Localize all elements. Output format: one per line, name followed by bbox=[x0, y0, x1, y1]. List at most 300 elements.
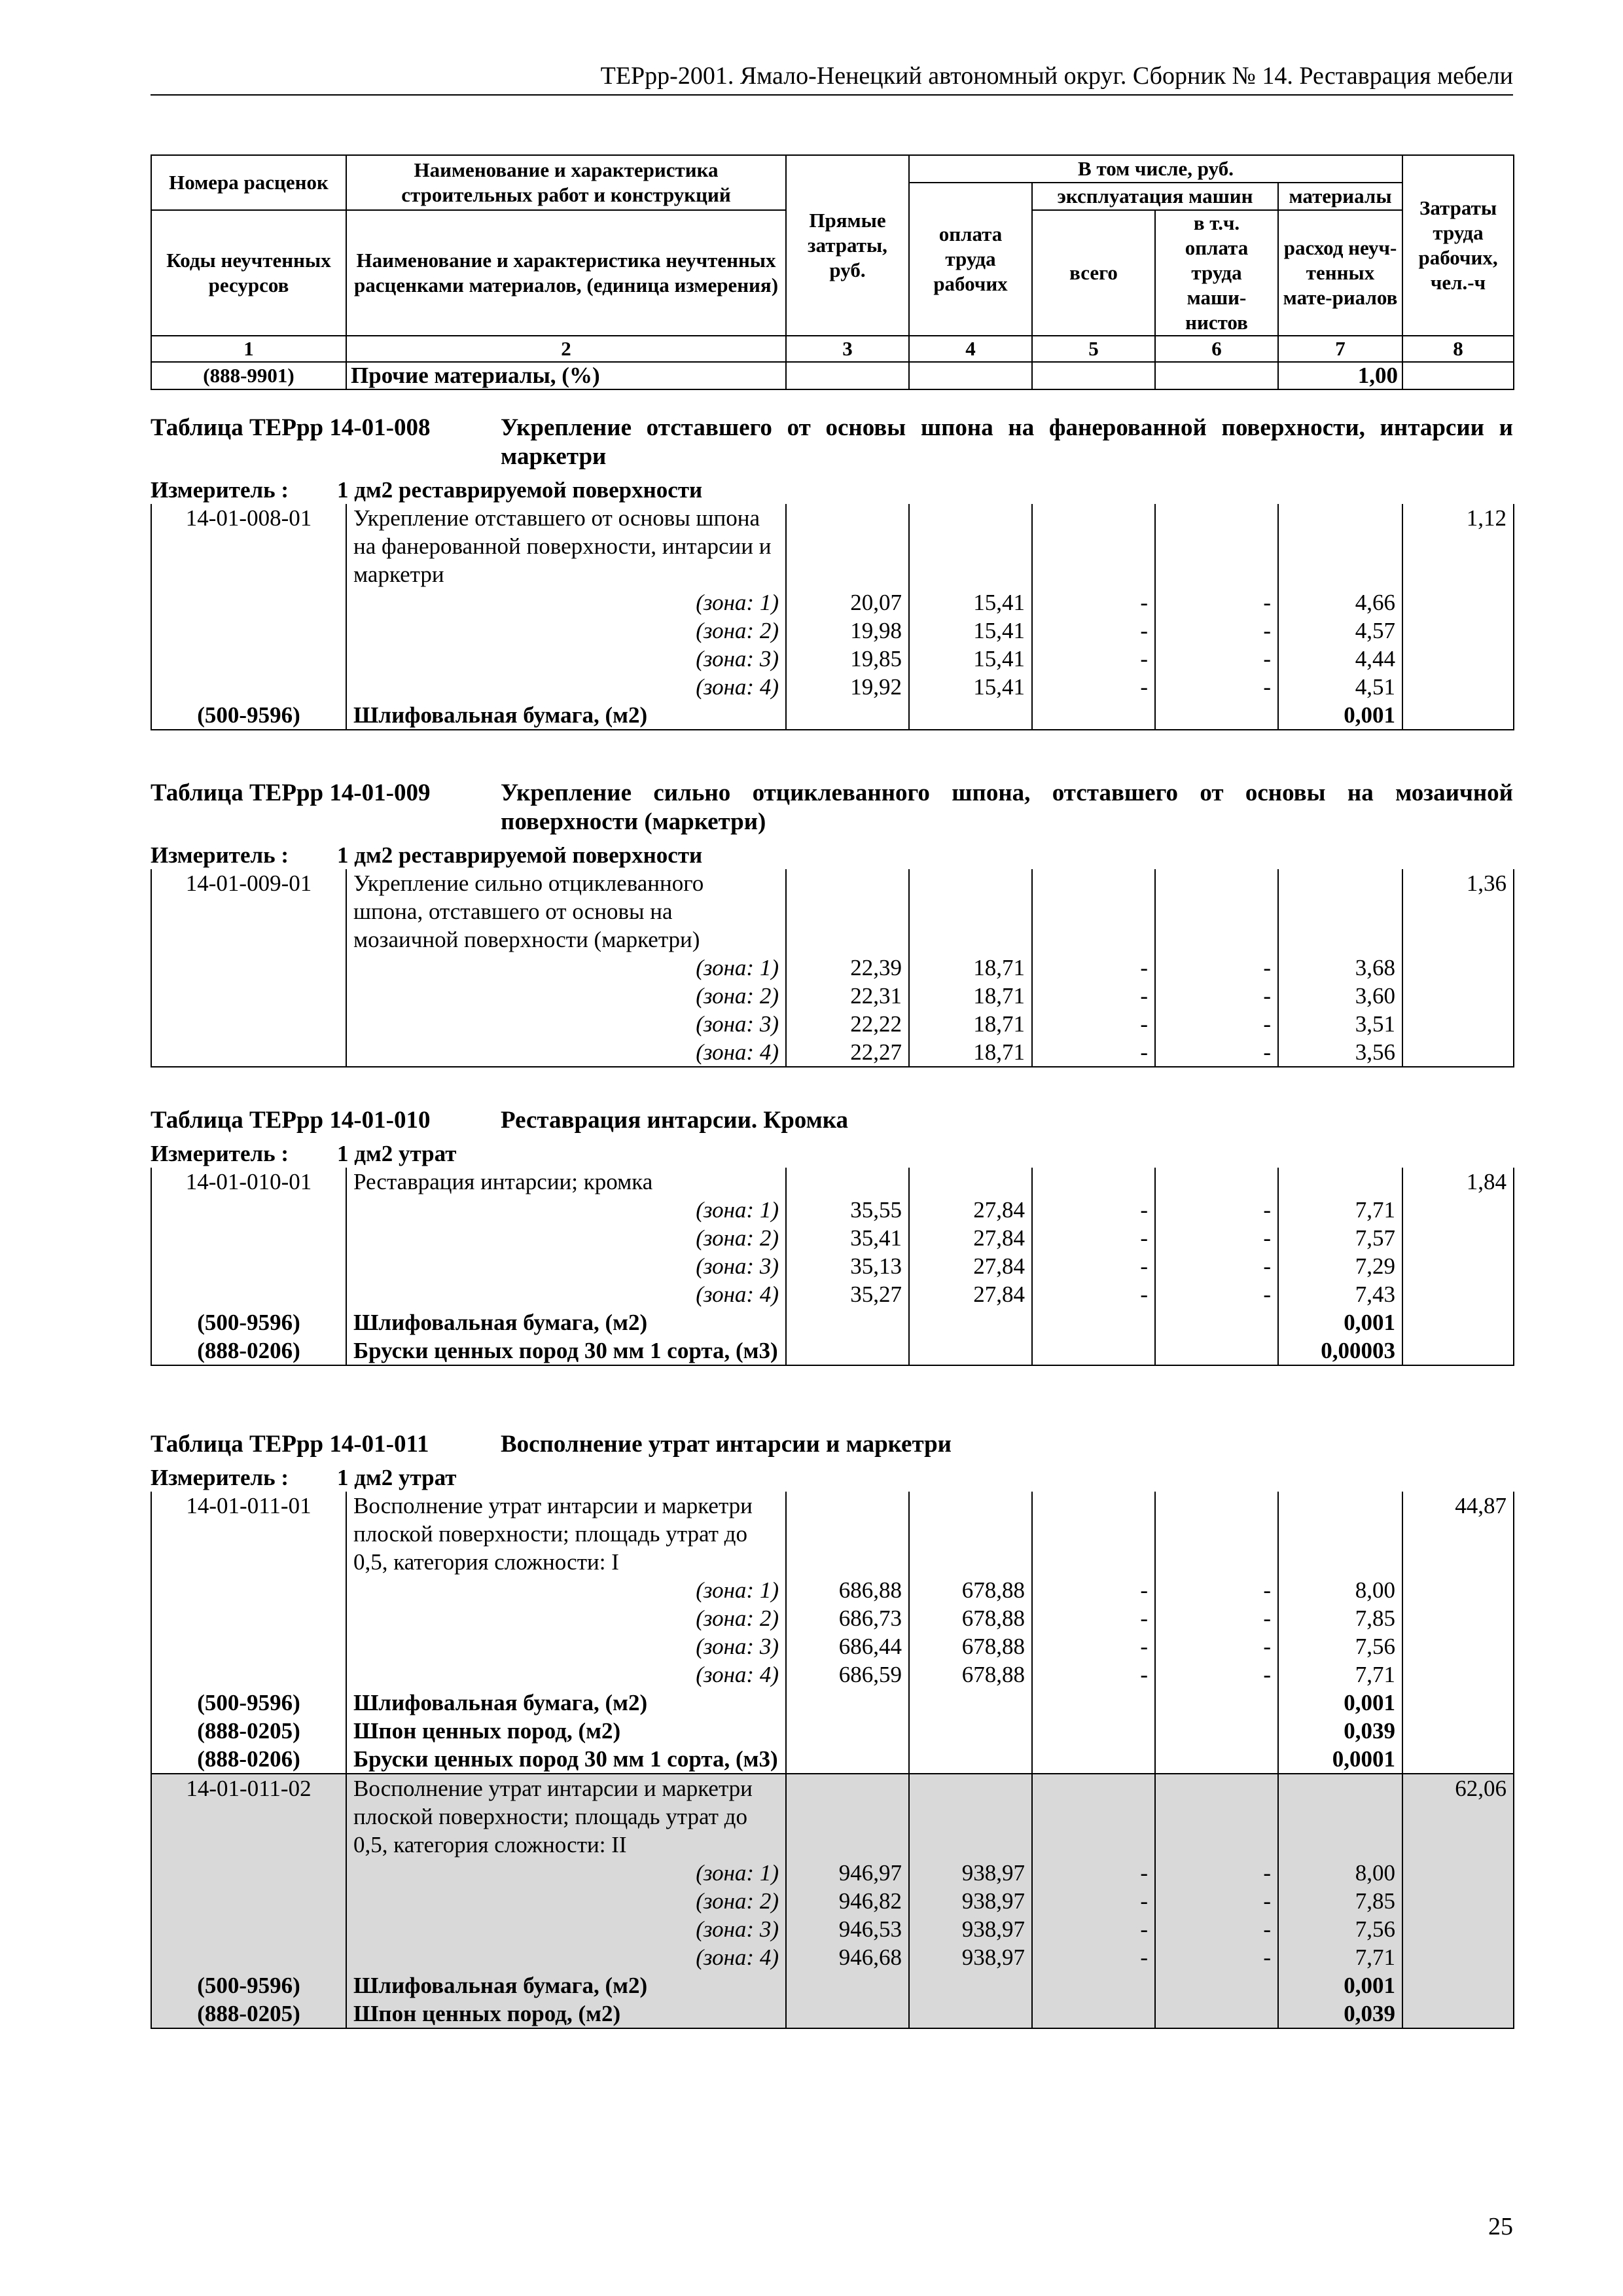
worker-pay: 15,41 bbox=[909, 588, 1032, 617]
rate-table bbox=[151, 1168, 1514, 1366]
header-machinist-pay: в т.ч. оплата труда маши-нистов bbox=[1155, 210, 1278, 336]
zone-label: (зона: 4) bbox=[346, 1660, 786, 1689]
empty-cell bbox=[151, 1196, 346, 1224]
rate-description: Реставрация интарсии; кромка bbox=[346, 1168, 786, 1196]
machine-total: - bbox=[1032, 1604, 1155, 1632]
empty-cell bbox=[151, 617, 346, 645]
empty-cell bbox=[151, 1252, 346, 1280]
header-material-name: Наименование и характеристика неучтенных расценками материалов, (единица измерения) bbox=[346, 210, 786, 336]
empty-cell bbox=[1278, 1492, 1402, 1576]
empty-cell bbox=[1032, 1717, 1155, 1745]
machinist-pay: - bbox=[1155, 954, 1278, 982]
other-materials-value: 1,00 bbox=[1278, 362, 1402, 389]
zone-row bbox=[151, 1038, 1514, 1067]
machinist-pay: - bbox=[1155, 982, 1278, 1010]
empty-cell bbox=[151, 1604, 346, 1632]
zone-label: (зона: 4) bbox=[346, 673, 786, 701]
machine-total: - bbox=[1032, 645, 1155, 673]
direct-costs: 35,13 bbox=[786, 1252, 909, 1280]
empty-cell bbox=[1402, 1308, 1514, 1336]
measure-label: Измеритель : bbox=[151, 842, 289, 868]
zone-label: (зона: 2) bbox=[346, 1224, 786, 1252]
page-header bbox=[151, 60, 1513, 96]
worker-pay: 938,97 bbox=[909, 1915, 1032, 1943]
worker-pay: 678,88 bbox=[909, 1576, 1032, 1604]
col-number: 3 bbox=[786, 336, 909, 362]
labor-costs: 44,87 bbox=[1402, 1492, 1514, 1576]
measure-unit: 1 дм2 реставрируемой поверхности bbox=[337, 477, 703, 503]
empty-cell bbox=[1155, 1308, 1278, 1336]
empty-cell bbox=[1032, 1308, 1155, 1336]
resource-code: (500-9596) bbox=[151, 1308, 346, 1336]
resource-consumption: 0,039 bbox=[1278, 1717, 1402, 1745]
resource-name: Шпон ценных пород, (м2) bbox=[346, 1717, 786, 1745]
zone-row bbox=[151, 645, 1514, 673]
empty-cell bbox=[1402, 1252, 1514, 1280]
machinist-pay: - bbox=[1155, 1887, 1278, 1915]
empty-cell bbox=[1032, 2000, 1155, 2028]
empty-cell bbox=[151, 1224, 346, 1252]
col-number: 1 bbox=[151, 336, 346, 362]
empty-cell bbox=[1032, 504, 1155, 588]
direct-costs: 946,82 bbox=[786, 1887, 909, 1915]
materials-cost: 7,29 bbox=[1278, 1252, 1402, 1280]
zone-label: (зона: 3) bbox=[346, 1632, 786, 1660]
zone-label: (зона: 4) bbox=[346, 1280, 786, 1308]
materials-cost: 7,56 bbox=[1278, 1632, 1402, 1660]
header-resource-codes: Коды неучтенных ресурсов bbox=[151, 210, 346, 336]
machinist-pay: - bbox=[1155, 1280, 1278, 1308]
table-label: Таблица ТЕРрр 14-01-008 bbox=[151, 414, 431, 441]
resource-consumption: 0,001 bbox=[1278, 1971, 1402, 2000]
machinist-pay: - bbox=[1155, 673, 1278, 701]
empty-cell bbox=[1402, 1971, 1514, 2000]
empty-cell bbox=[786, 701, 909, 730]
resource-name: Бруски ценных пород 30 мм 1 сорта, (м3) bbox=[346, 1336, 786, 1365]
machinist-pay: - bbox=[1155, 1859, 1278, 1887]
rate-table bbox=[151, 504, 1514, 730]
machinist-pay: - bbox=[1155, 1196, 1278, 1224]
section-title bbox=[151, 779, 1513, 836]
col-number: 5 bbox=[1032, 336, 1155, 362]
resource-consumption: 0,001 bbox=[1278, 1689, 1402, 1717]
empty-cell bbox=[1402, 1038, 1514, 1067]
resource-row bbox=[151, 1308, 1514, 1336]
empty-cell bbox=[1402, 1660, 1514, 1689]
empty-cell bbox=[151, 1632, 346, 1660]
rate-description: Укрепление сильно отциклеванного шпона, отставшего от основы на мозаичной поверхности (маркетри) bbox=[346, 869, 786, 954]
rate-row bbox=[151, 1168, 1514, 1196]
machinist-pay: - bbox=[1155, 1576, 1278, 1604]
table-label: Таблица ТЕРрр 14-01-010 bbox=[151, 1107, 431, 1134]
worker-pay: 938,97 bbox=[909, 1943, 1032, 1971]
empty-cell bbox=[151, 1660, 346, 1689]
resource-name: Шлифовальная бумага, (м2) bbox=[346, 701, 786, 730]
empty-cell bbox=[1032, 701, 1155, 730]
empty-cell bbox=[151, 1010, 346, 1038]
empty-cell bbox=[1155, 1745, 1278, 1774]
resource-code: (500-9596) bbox=[151, 1971, 346, 2000]
direct-costs: 686,59 bbox=[786, 1660, 909, 1689]
direct-costs: 946,97 bbox=[786, 1859, 909, 1887]
machine-total: - bbox=[1032, 1280, 1155, 1308]
empty-cell bbox=[1032, 1774, 1155, 1859]
machinist-pay: - bbox=[1155, 1604, 1278, 1632]
machine-total: - bbox=[1032, 588, 1155, 617]
empty-cell bbox=[1155, 1689, 1278, 1717]
empty-cell bbox=[151, 982, 346, 1010]
header-direct-costs: Прямые затраты, руб. bbox=[786, 155, 909, 336]
empty-cell bbox=[1402, 1010, 1514, 1038]
direct-costs: 22,27 bbox=[786, 1038, 909, 1067]
rate-code: 14-01-010-01 bbox=[151, 1168, 346, 1196]
empty-cell bbox=[1402, 1576, 1514, 1604]
rate-row bbox=[151, 869, 1514, 954]
empty-cell bbox=[1032, 1336, 1155, 1365]
worker-pay: 27,84 bbox=[909, 1224, 1032, 1252]
measure-unit: 1 дм2 утрат bbox=[337, 1465, 457, 1490]
empty-cell bbox=[1278, 1774, 1402, 1859]
zone-row bbox=[151, 1224, 1514, 1252]
empty-cell bbox=[786, 1717, 909, 1745]
machine-total: - bbox=[1032, 673, 1155, 701]
resource-code: (500-9596) bbox=[151, 1689, 346, 1717]
direct-costs: 35,27 bbox=[786, 1280, 909, 1308]
resource-code: (888-0206) bbox=[151, 1336, 346, 1365]
empty-cell bbox=[1032, 1971, 1155, 2000]
materials-cost: 4,51 bbox=[1278, 673, 1402, 701]
materials-cost: 7,71 bbox=[1278, 1196, 1402, 1224]
empty-cell bbox=[1402, 588, 1514, 617]
empty-cell bbox=[786, 504, 909, 588]
worker-pay: 18,71 bbox=[909, 1010, 1032, 1038]
worker-pay: 18,71 bbox=[909, 954, 1032, 982]
direct-costs: 686,44 bbox=[786, 1632, 909, 1660]
empty-cell bbox=[1155, 869, 1278, 954]
header-unaccounted-materials: расход неуч-тенных мате-риалов bbox=[1278, 210, 1402, 336]
empty-cell bbox=[151, 1280, 346, 1308]
empty-cell bbox=[1278, 1168, 1402, 1196]
labor-costs: 62,06 bbox=[1402, 1774, 1514, 1859]
zone-row bbox=[151, 1660, 1514, 1689]
machine-total: - bbox=[1032, 1576, 1155, 1604]
direct-costs: 19,85 bbox=[786, 645, 909, 673]
empty-cell bbox=[786, 1745, 909, 1774]
measure-label: Измеритель : bbox=[151, 477, 289, 503]
empty-cell bbox=[151, 1038, 346, 1067]
machinist-pay: - bbox=[1155, 1010, 1278, 1038]
resource-row bbox=[151, 1745, 1514, 1774]
materials-cost: 3,68 bbox=[1278, 954, 1402, 982]
machinist-pay: - bbox=[1155, 1632, 1278, 1660]
empty-cell bbox=[1402, 645, 1514, 673]
empty-cell bbox=[1402, 1689, 1514, 1717]
empty-cell bbox=[1155, 1774, 1278, 1859]
empty-cell bbox=[151, 588, 346, 617]
machinist-pay: - bbox=[1155, 1915, 1278, 1943]
zone-row bbox=[151, 1943, 1514, 1971]
empty-cell bbox=[786, 1492, 909, 1576]
zone-label: (зона: 2) bbox=[346, 617, 786, 645]
resource-row bbox=[151, 1971, 1514, 2000]
table-title: Реставрация интарсии. Кромка bbox=[501, 1107, 849, 1134]
empty-cell bbox=[1402, 1717, 1514, 1745]
resource-consumption: 0,001 bbox=[1278, 1308, 1402, 1336]
machine-total: - bbox=[1032, 982, 1155, 1010]
materials-cost: 3,60 bbox=[1278, 982, 1402, 1010]
machinist-pay: - bbox=[1155, 1038, 1278, 1067]
resource-row bbox=[151, 701, 1514, 730]
empty-cell bbox=[1032, 1492, 1155, 1576]
zone-label: (зона: 1) bbox=[346, 588, 786, 617]
empty-cell bbox=[909, 504, 1032, 588]
empty-cell bbox=[786, 869, 909, 954]
empty-cell bbox=[786, 1774, 909, 1859]
measure-label: Измеритель : bbox=[151, 1141, 289, 1166]
rate-table-section bbox=[151, 414, 1513, 730]
empty-cell bbox=[786, 2000, 909, 2028]
empty-cell bbox=[151, 673, 346, 701]
zone-row bbox=[151, 1915, 1514, 1943]
section-title bbox=[151, 1430, 1513, 1459]
empty-cell bbox=[786, 1168, 909, 1196]
measure-unit: 1 дм2 реставрируемой поверхности bbox=[337, 842, 703, 868]
zone-row bbox=[151, 1010, 1514, 1038]
zone-row bbox=[151, 1576, 1514, 1604]
empty-cell bbox=[1402, 1745, 1514, 1774]
empty-cell bbox=[151, 1915, 346, 1943]
direct-costs: 686,73 bbox=[786, 1604, 909, 1632]
machine-total: - bbox=[1032, 954, 1155, 982]
empty-cell bbox=[1402, 1336, 1514, 1365]
header-total: всего bbox=[1032, 210, 1155, 336]
direct-costs: 686,88 bbox=[786, 1576, 909, 1604]
empty-cell bbox=[1402, 1224, 1514, 1252]
table-title: Укрепление сильно отциклеванного шпона, отставшего от основы на мозаичной поверхности (маркетри) bbox=[501, 780, 1513, 835]
empty-cell bbox=[1032, 1168, 1155, 1196]
rate-row bbox=[151, 1774, 1514, 1859]
zone-label: (зона: 2) bbox=[346, 1887, 786, 1915]
machine-total: - bbox=[1032, 1943, 1155, 1971]
machine-total: - bbox=[1032, 1887, 1155, 1915]
rate-code: 14-01-009-01 bbox=[151, 869, 346, 954]
direct-costs: 19,92 bbox=[786, 673, 909, 701]
zone-label: (зона: 1) bbox=[346, 1576, 786, 1604]
direct-costs: 946,53 bbox=[786, 1915, 909, 1943]
materials-cost: 7,56 bbox=[1278, 1915, 1402, 1943]
empty-cell bbox=[1402, 1915, 1514, 1943]
rate-table-section bbox=[151, 1106, 1513, 1366]
measure-label: Измеритель : bbox=[151, 1465, 289, 1490]
direct-costs: 35,41 bbox=[786, 1224, 909, 1252]
rate-description: Восполнение утрат интарсии и маркетри плоской поверхности; площадь утрат до 0,5, категория сложности: II bbox=[346, 1774, 786, 1859]
zone-row bbox=[151, 1632, 1514, 1660]
machine-total: - bbox=[1032, 1915, 1155, 1943]
table-label: Таблица ТЕРрр 14-01-011 bbox=[151, 1431, 429, 1458]
empty-cell bbox=[1032, 1745, 1155, 1774]
empty-cell bbox=[1402, 673, 1514, 701]
machinist-pay: - bbox=[1155, 1943, 1278, 1971]
rate-description: Восполнение утрат интарсии и маркетри плоской поверхности; площадь утрат до 0,5, категория сложности: I bbox=[346, 1492, 786, 1576]
zone-row bbox=[151, 1604, 1514, 1632]
materials-cost: 7,71 bbox=[1278, 1943, 1402, 1971]
measure-line bbox=[151, 842, 1513, 869]
empty-cell bbox=[1402, 982, 1514, 1010]
zone-label: (зона: 1) bbox=[346, 954, 786, 982]
worker-pay: 15,41 bbox=[909, 673, 1032, 701]
empty-cell bbox=[1402, 1859, 1514, 1887]
zone-row bbox=[151, 982, 1514, 1010]
worker-pay: 27,84 bbox=[909, 1252, 1032, 1280]
worker-pay: 678,88 bbox=[909, 1660, 1032, 1689]
resource-code: (500-9596) bbox=[151, 701, 346, 730]
empty-cell bbox=[1402, 1196, 1514, 1224]
worker-pay: 15,41 bbox=[909, 645, 1032, 673]
empty-cell bbox=[151, 1943, 346, 1971]
resource-consumption: 0,0001 bbox=[1278, 1745, 1402, 1774]
rate-description: Укрепление отставшего от основы шпона на фанерованной поверхности, интарсии и маркетри bbox=[346, 504, 786, 588]
resource-row bbox=[151, 1717, 1514, 1745]
machine-total: - bbox=[1032, 1010, 1155, 1038]
empty-cell bbox=[1402, 1887, 1514, 1915]
machine-total: - bbox=[1032, 1224, 1155, 1252]
rate-code: 14-01-008-01 bbox=[151, 504, 346, 588]
materials-cost: 8,00 bbox=[1278, 1859, 1402, 1887]
resource-code: (888-0206) bbox=[151, 1745, 346, 1774]
empty-cell bbox=[1155, 1971, 1278, 2000]
rate-table bbox=[151, 869, 1514, 1067]
header-work-name: Наименование и характеристика строительных работ и конструкций bbox=[346, 155, 786, 210]
machinist-pay: - bbox=[1155, 645, 1278, 673]
worker-pay: 678,88 bbox=[909, 1604, 1032, 1632]
rate-code: 14-01-011-01 bbox=[151, 1492, 346, 1576]
zone-row bbox=[151, 1887, 1514, 1915]
direct-costs: 946,68 bbox=[786, 1943, 909, 1971]
empty-cell bbox=[909, 1308, 1032, 1336]
worker-pay: 27,84 bbox=[909, 1196, 1032, 1224]
col-number: 8 bbox=[1402, 336, 1514, 362]
resource-row bbox=[151, 2000, 1514, 2028]
rate-code: 14-01-011-02 bbox=[151, 1774, 346, 1859]
materials-cost: 4,44 bbox=[1278, 645, 1402, 673]
column-header-table bbox=[151, 154, 1514, 390]
empty-cell bbox=[786, 1971, 909, 2000]
zone-label: (зона: 4) bbox=[346, 1038, 786, 1067]
rate-table-section bbox=[151, 1430, 1513, 2029]
col-number: 7 bbox=[1278, 336, 1402, 362]
zone-row bbox=[151, 1252, 1514, 1280]
empty-cell bbox=[1402, 617, 1514, 645]
zone-row bbox=[151, 588, 1514, 617]
col-number: 2 bbox=[346, 336, 786, 362]
header-worker-pay: оплата труда рабочих bbox=[909, 183, 1032, 336]
empty-cell bbox=[1402, 2000, 1514, 2028]
direct-costs: 22,39 bbox=[786, 954, 909, 982]
labor-costs: 1,36 bbox=[1402, 869, 1514, 954]
materials-cost: 8,00 bbox=[1278, 1576, 1402, 1604]
empty-cell bbox=[1402, 1280, 1514, 1308]
rate-row bbox=[151, 504, 1514, 588]
machine-total: - bbox=[1032, 1038, 1155, 1067]
resource-code: (888-0205) bbox=[151, 2000, 346, 2028]
zone-label: (зона: 3) bbox=[346, 645, 786, 673]
empty-cell bbox=[1155, 504, 1278, 588]
resource-row bbox=[151, 1336, 1514, 1365]
empty-cell bbox=[786, 1689, 909, 1717]
empty-cell bbox=[1155, 2000, 1278, 2028]
zone-label: (зона: 2) bbox=[346, 982, 786, 1010]
empty-cell bbox=[909, 1168, 1032, 1196]
worker-pay: 678,88 bbox=[909, 1632, 1032, 1660]
direct-costs: 19,98 bbox=[786, 617, 909, 645]
machine-total: - bbox=[1032, 1660, 1155, 1689]
labor-costs: 1,12 bbox=[1402, 504, 1514, 588]
materials-cost: 7,85 bbox=[1278, 1604, 1402, 1632]
zone-row bbox=[151, 617, 1514, 645]
empty-cell bbox=[1155, 1168, 1278, 1196]
empty-cell bbox=[151, 1859, 346, 1887]
resource-name: Шлифовальная бумага, (м2) bbox=[346, 1308, 786, 1336]
materials-cost: 7,71 bbox=[1278, 1660, 1402, 1689]
machine-total: - bbox=[1032, 617, 1155, 645]
empty-cell bbox=[1402, 1632, 1514, 1660]
header-labor-costs: Затраты труда рабочих, чел.-ч bbox=[1402, 155, 1514, 336]
empty-cell bbox=[1155, 1336, 1278, 1365]
materials-cost: 7,85 bbox=[1278, 1887, 1402, 1915]
zone-label: (зона: 1) bbox=[346, 1196, 786, 1224]
empty-cell bbox=[1032, 869, 1155, 954]
document-title: ТЕРрр-2001. Ямало-Ненецкий автономный округ. Сборник № 14. Реставрация мебели bbox=[600, 62, 1513, 90]
materials-cost: 4,57 bbox=[1278, 617, 1402, 645]
materials-cost: 7,43 bbox=[1278, 1280, 1402, 1308]
empty-cell bbox=[1155, 1717, 1278, 1745]
empty-cell bbox=[151, 645, 346, 673]
rate-table bbox=[151, 1492, 1514, 2029]
zone-label: (зона: 3) bbox=[346, 1915, 786, 1943]
empty-cell bbox=[909, 701, 1032, 730]
direct-costs: 22,22 bbox=[786, 1010, 909, 1038]
worker-pay: 15,41 bbox=[909, 617, 1032, 645]
direct-costs: 20,07 bbox=[786, 588, 909, 617]
empty-cell bbox=[909, 869, 1032, 954]
empty-cell bbox=[1402, 1943, 1514, 1971]
resource-consumption: 0,00003 bbox=[1278, 1336, 1402, 1365]
resource-consumption: 0,039 bbox=[1278, 2000, 1402, 2028]
empty-cell bbox=[1278, 504, 1402, 588]
rate-table-section bbox=[151, 779, 1513, 1067]
zone-row bbox=[151, 1280, 1514, 1308]
zone-row bbox=[151, 954, 1514, 982]
measure-line bbox=[151, 476, 1513, 504]
machine-total: - bbox=[1032, 1252, 1155, 1280]
worker-pay: 938,97 bbox=[909, 1887, 1032, 1915]
empty-cell bbox=[1402, 1604, 1514, 1632]
table-title: Восполнение утрат интарсии и маркетри bbox=[501, 1431, 952, 1458]
machinist-pay: - bbox=[1155, 588, 1278, 617]
empty-cell bbox=[151, 954, 346, 982]
empty-cell bbox=[909, 2000, 1032, 2028]
zone-label: (зона: 2) bbox=[346, 1604, 786, 1632]
measure-line bbox=[151, 1140, 1513, 1168]
header-including: В том числе, руб. bbox=[909, 155, 1402, 183]
resource-consumption: 0,001 bbox=[1278, 701, 1402, 730]
empty-cell bbox=[1402, 954, 1514, 982]
resource-code: (888-0205) bbox=[151, 1717, 346, 1745]
measure-unit: 1 дм2 утрат bbox=[337, 1141, 457, 1166]
empty-cell bbox=[1155, 701, 1278, 730]
materials-cost: 4,66 bbox=[1278, 588, 1402, 617]
col-number: 6 bbox=[1155, 336, 1278, 362]
